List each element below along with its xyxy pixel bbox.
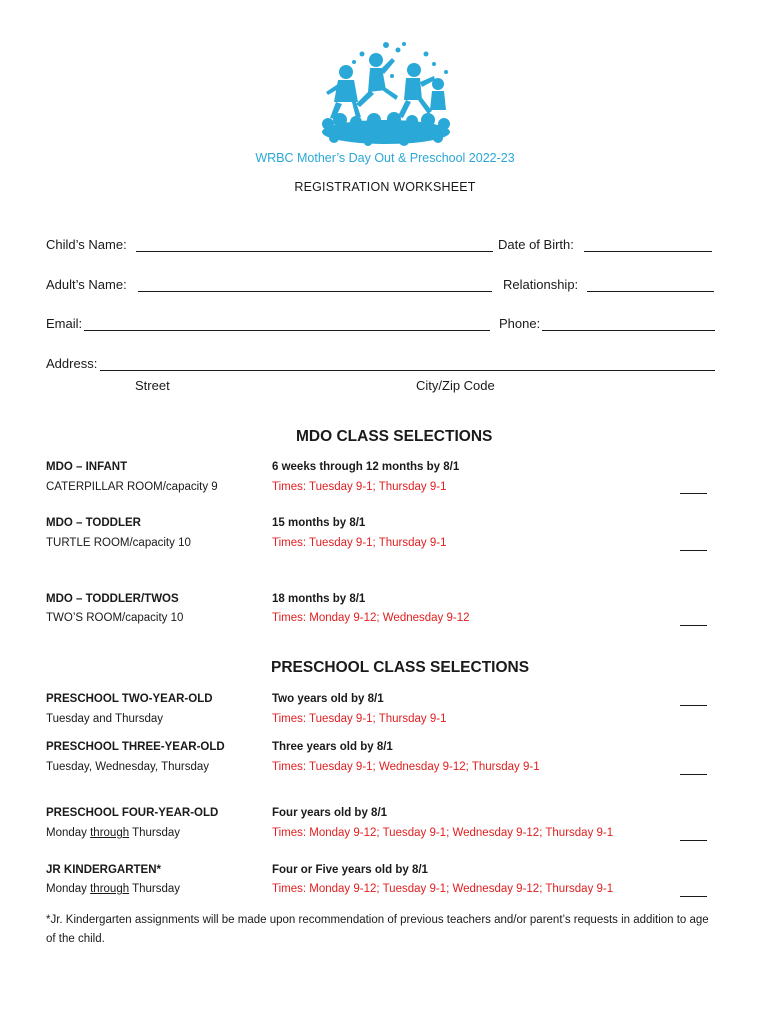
jr-kindergarten-days: Monday through Thursday (46, 883, 181, 895)
preschool-three-days: Tuesday, Wednesday, Thursday (46, 761, 210, 773)
preschool-four-selection-blank[interactable] (680, 840, 707, 841)
mdo-infant-selection-blank[interactable] (680, 493, 707, 494)
mdo-infant-times: Times: Tuesday 9-1; Thursday 9-1 (272, 481, 447, 493)
mdo-section-heading: MDO CLASS SELECTIONS (296, 428, 493, 445)
preschool-two-name: PRESCHOOL TWO-YEAR-OLD (46, 693, 213, 705)
jr-kindergarten-selection-blank[interactable] (680, 896, 707, 897)
adult-name-label: Adult’s Name: (46, 277, 127, 292)
preschool-two-times: Times: Tuesday 9-1; Thursday 9-1 (272, 713, 447, 725)
email-label: Email: (46, 316, 83, 331)
footnote: *Jr. Kindergarten assignments will be made upon recommendation of previous teachers and/or parent’s requests in addition to age of the child. (46, 914, 709, 945)
jr-kindergarten-times: Times: Monday 9-12; Tuesday 9-1; Wednesday 9-12; Thursday 9-1 (272, 883, 614, 895)
mdo-toddler-twos-times: Times: Monday 9-12; Wednesday 9-12 (272, 612, 470, 624)
phone-label: Phone: (499, 316, 541, 331)
dob-label: Date of Birth: (498, 237, 574, 252)
preschool-two-selection-blank[interactable] (680, 705, 707, 706)
preschool-four-age: Four years old by 8/1 (272, 807, 388, 819)
preschool-two-age: Two years old by 8/1 (272, 693, 384, 705)
mdo-toddler-twos-age: 18 months by 8/1 (272, 593, 366, 605)
preschool-three-selection-blank[interactable] (680, 774, 707, 775)
mdo-toddler-selection-blank[interactable] (680, 550, 707, 551)
mdo-toddler-age: 15 months by 8/1 (272, 517, 366, 529)
mdo-infant-age: 6 weeks through 12 months by 8/1 (272, 461, 460, 473)
school-title: WRBC Mother’s Day Out & Preschool 2022-23 (255, 151, 515, 165)
preschool-section-heading: PRESCHOOL CLASS SELECTIONS (271, 659, 530, 676)
children-flowers-logo (316, 40, 456, 146)
preschool-four-name: PRESCHOOL FOUR-YEAR-OLD (46, 807, 219, 819)
mdo-toddler-twos-room: TWO’S ROOM/capacity 10 (46, 612, 184, 624)
preschool-three-age: Three years old by 8/1 (272, 741, 393, 753)
preschool-three-name: PRESCHOOL THREE-YEAR-OLD (46, 741, 225, 753)
preschool-three-times: Times: Tuesday 9-1; Wednesday 9-12; Thursday 9-1 (272, 761, 540, 773)
email-field[interactable] (84, 330, 490, 331)
mdo-infant-name: MDO – INFANT (46, 461, 128, 473)
preschool-two-days: Tuesday and Thursday (46, 713, 163, 725)
dob-field[interactable] (584, 251, 712, 252)
child-name-field[interactable] (136, 251, 493, 252)
phone-field[interactable] (542, 330, 715, 331)
adult-name-field[interactable] (138, 291, 492, 292)
worksheet-title: REGISTRATION WORKSHEET (294, 180, 476, 194)
relationship-label: Relationship: (503, 277, 579, 292)
mdo-toddler-times: Times: Tuesday 9-1; Thursday 9-1 (272, 537, 447, 549)
child-name-label: Child’s Name: (46, 237, 127, 252)
mdo-toddler-twos-name: MDO – TODDLER/TWOS (46, 593, 179, 605)
cityzip-sublabel: City/Zip Code (416, 378, 495, 393)
mdo-toddler-name: MDO – TODDLER (46, 517, 141, 529)
jr-kindergarten-age: Four or Five years old by 8/1 (272, 864, 428, 876)
street-sublabel: Street (135, 378, 170, 393)
jr-kindergarten-name: JR KINDERGARTEN* (46, 864, 162, 876)
mdo-toddler-twos-selection-blank[interactable] (680, 625, 707, 626)
mdo-toddler-room: TURTLE ROOM/capacity 10 (46, 537, 191, 549)
relationship-field[interactable] (587, 291, 714, 292)
address-field[interactable] (100, 370, 715, 371)
preschool-four-times: Times: Monday 9-12; Tuesday 9-1; Wednesday 9-12; Thursday 9-1 (272, 827, 614, 839)
preschool-four-days: Monday through Thursday (46, 827, 181, 839)
mdo-infant-room: CATERPILLAR ROOM/capacity 9 (46, 481, 218, 493)
address-label: Address: (46, 356, 98, 371)
